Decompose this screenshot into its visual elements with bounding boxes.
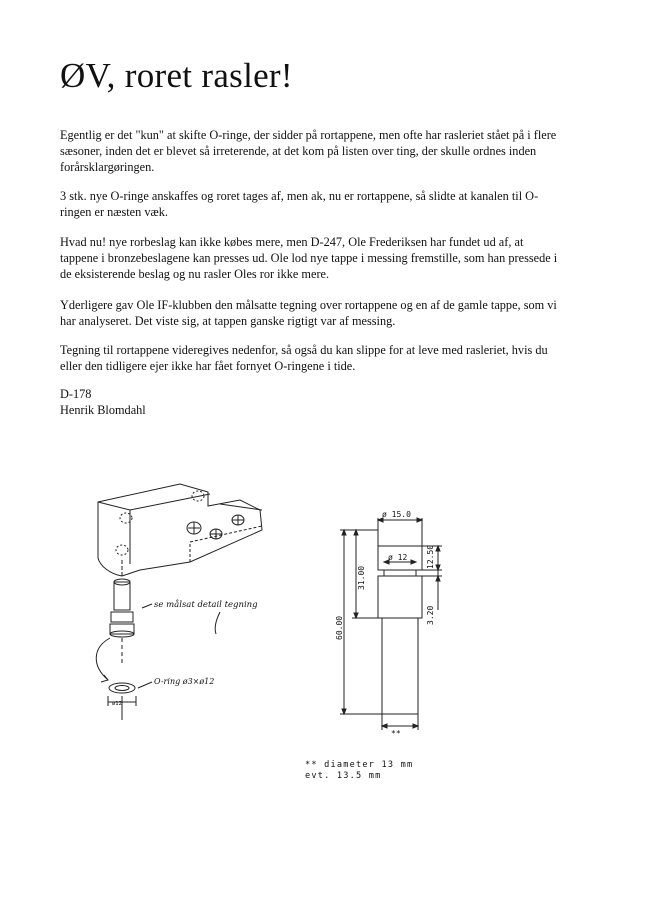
bracket-plate (98, 484, 262, 576)
paragraph-solution: Hvad nu! nye rorbeslag kan ikke købes mere, men D-247, Ole Frederiksen har fundet ud af, at tappene i bronzebeslagene kan presses ud. Ole lod nye tappe i messing fremstille, som han pressede i de eksisterende beslag og nu rasler Oles ror ikke mere. (60, 235, 558, 281)
pin (114, 582, 130, 610)
paragraph-analysis: Yderligere gav Ole IF-klubben den målsatte tegning over rortappene og en af de gamle tappe, som vi har analyseret. Det viste sig, at tappen ganske rigtigt var af messing. (60, 298, 557, 328)
pin-shaft (382, 618, 418, 714)
footnote-line-1: ** diameter 13 mm (305, 760, 414, 770)
dim-total-length: 60.00 (335, 615, 344, 640)
paragraph-orings: 3 stk. nye O-ringe anskaffes og roret tages af, men ak, nu er rortappene, så slidte at kanalen til O-ringen er næsten væk. (60, 189, 539, 219)
sketch-note-oring: O-ring ø3×ø12 (154, 677, 215, 686)
footnote-line-2: evt. 13.5 mm (305, 771, 382, 781)
signature-name: Henrik Blomdahl (60, 403, 146, 417)
rudder-fitting-sketch (70, 470, 370, 730)
sketch-ring-label: ø12 (112, 701, 122, 707)
dim-groove-height: 3.20 (426, 605, 435, 625)
pin-shank (378, 576, 422, 618)
dim-bottom-diameter: ** (391, 729, 401, 738)
dim-top-width: ø 15.0 (382, 510, 411, 519)
signature-number: D-178 (60, 387, 92, 401)
sketch-note-detail: se målsat detail tegning (154, 600, 258, 610)
article-title: ØV, roret rasler! (60, 56, 293, 95)
dim-inner-diameter: ø 12 (388, 553, 408, 562)
paragraph-intro: Egentlig er det "kun" at skifte O-ringe, der sidder på rortappene, men ofte har rasleriet stået på i flere sæsoner, inden det er blevet så irreterende, at det kom på listen over ting, der skulle ordnes inden forårsklargøringen. (60, 128, 557, 174)
pin-technical-drawing (330, 500, 470, 740)
dim-upper-length: 31.00 (357, 565, 366, 590)
paragraph-drawing-intro: Tegning til rortappene videregives nedenfor, så også du kan slippe for at leve med rasleriet, hvis du eller den tidligere ejer ikke har fået fornyet O-ringene i tide. (60, 343, 548, 373)
o-ring (109, 683, 135, 693)
pin-groove (384, 570, 416, 576)
dim-head-height: 12.50 (426, 544, 435, 569)
drawing-footnote (305, 760, 413, 782)
bolt-hole (116, 545, 128, 555)
